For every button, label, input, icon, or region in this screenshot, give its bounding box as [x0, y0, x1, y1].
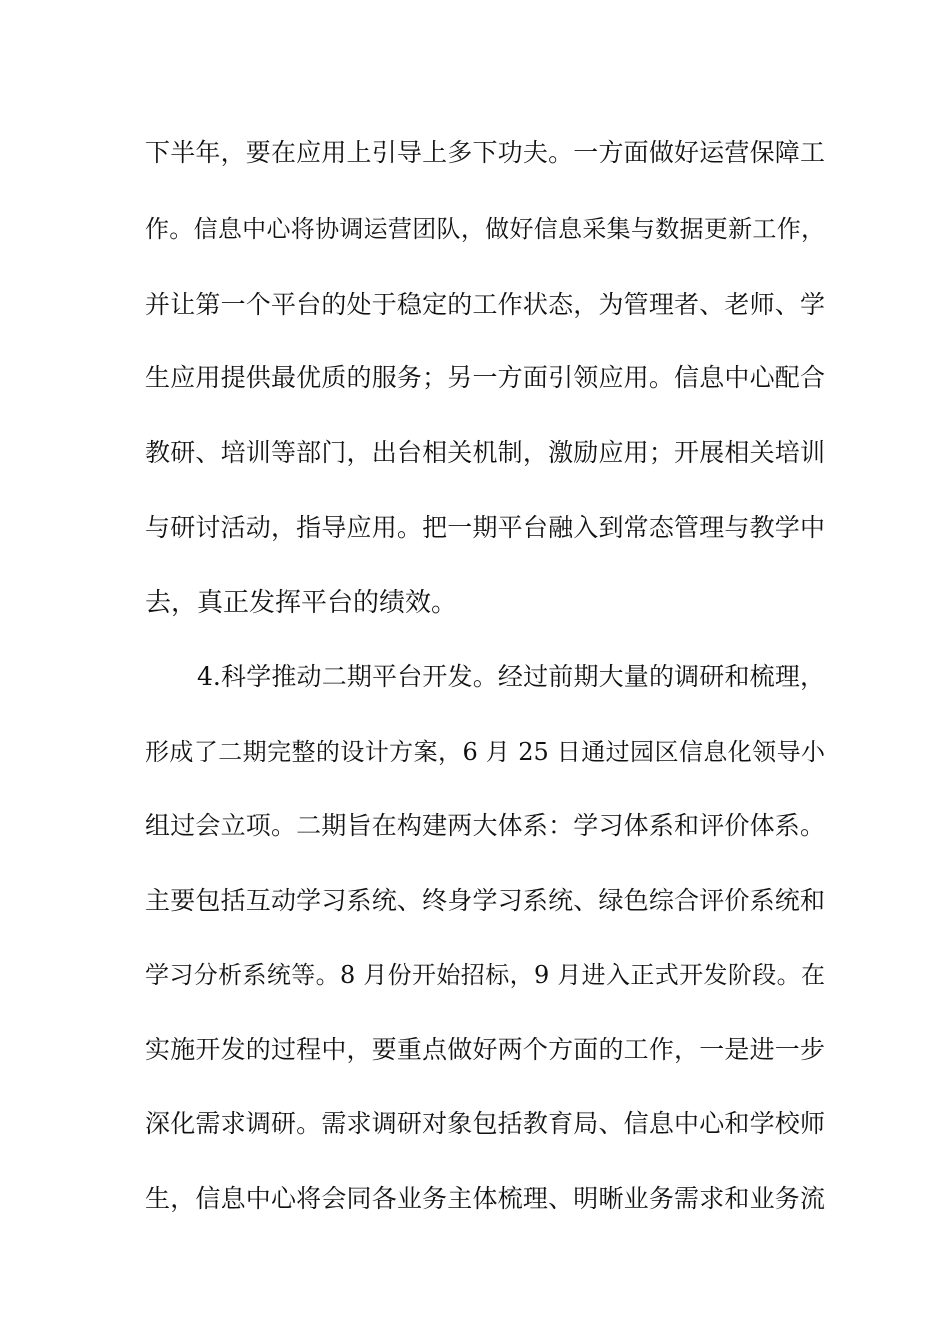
paragraph-line-4: 生应用提供最优质的服务；另一方面引领应用。信息中心配合	[145, 363, 825, 392]
paragraph-line-8: 4.科学推动二期平台开发。经过前期大量的调研和梳理，	[197, 662, 825, 691]
paragraph-line-10: 组过会立项。二期旨在构建两大体系：学习体系和评价体系。	[145, 811, 825, 840]
paragraph-line-7: 去，真正发挥平台的绩效。	[145, 588, 458, 618]
paragraph-line-15: 生，信息中心将会同各业务主体梳理、明晰业务需求和业务流	[145, 1184, 825, 1213]
paragraph-line-2: 作。信息中心将协调运营团队，做好信息采集与数据更新工作，	[145, 215, 825, 243]
paragraph-line-1: 下半年，要在应用上引导上多下功夫。一方面做好运营保障工	[145, 138, 825, 167]
paragraph-line-6: 与研讨活动，指导应用。把一期平台融入到常态管理与教学中	[145, 513, 825, 542]
paragraph-line-13: 实施开发的过程中，要重点做好两个方面的工作，一是进一步	[145, 1035, 825, 1064]
paragraph-line-11: 主要包括互动学习系统、终身学习系统、绿色综合评价系统和	[145, 886, 825, 915]
paragraph-line-9: 形成了二期完整的设计方案，6 月 25 日通过园区信息化领导小	[145, 738, 825, 766]
paragraph-line-12: 学习分析系统等。8 月份开始招标，9 月进入正式开发阶段。在	[145, 961, 825, 989]
paragraph-line-3: 并让第一个平台的处于稳定的工作状态，为管理者、老师、学	[145, 290, 825, 319]
paragraph-line-14: 深化需求调研。需求调研对象包括教育局、信息中心和学校师	[145, 1109, 825, 1138]
paragraph-line-5: 教研、培训等部门，出台相关机制，激励应用；开展相关培训	[145, 438, 825, 467]
